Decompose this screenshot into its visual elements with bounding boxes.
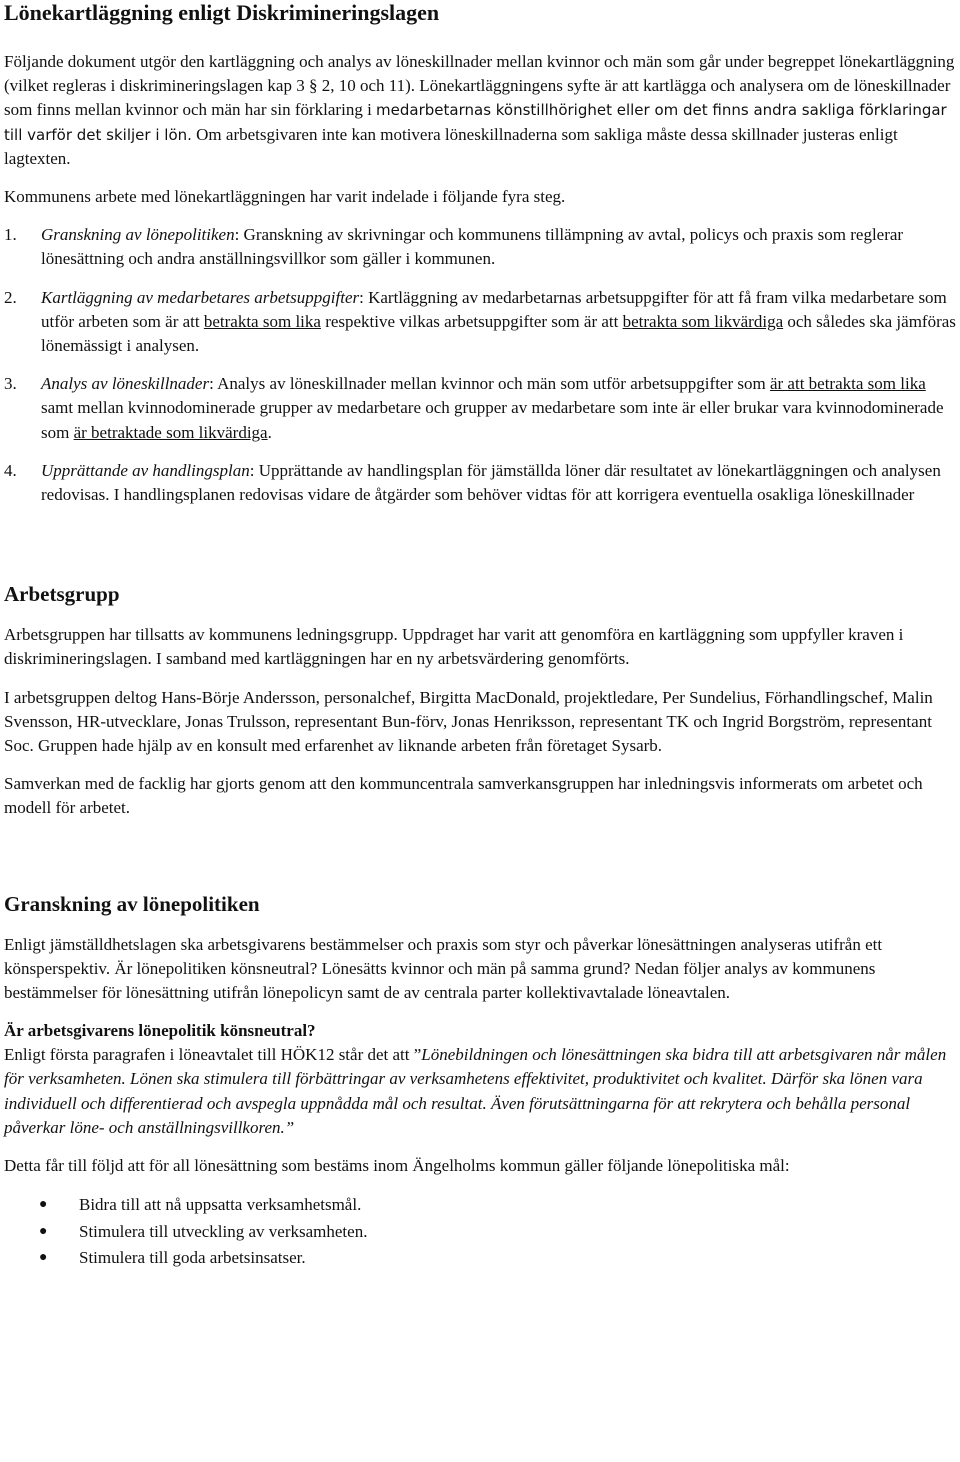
intro-text-a: Följande dokument utgör den kartläggning och analys av löneskillnader mellan kvinnor och män som går under begreppet lönekartläggning (vilket regleras i diskrimineringslagen kap 3 bbox=[4, 52, 955, 96]
intro-text-d: Om arbetsgivaren inte kan motivera löneskillnaderna som sakliga måste dessa skillnader justeras enligt lagtexten. bbox=[4, 124, 898, 168]
granskning-paragraph-2 bbox=[4, 1043, 956, 1140]
list-item-text: Stimulera till goda arbetsinsatser. bbox=[79, 1248, 306, 1268]
list-item-text: Bidra till att nå uppsatta verksamhetsmål. bbox=[79, 1195, 362, 1215]
step-text-a: : Upprättande av handlingsplan för jämställda löner där resultatet av lönekartläggningen och analysen redovisas. I handlingsplanen redovisas vidare de åtgärder som behöver vidtas för att korrigera eventuella osakliga löneskillnader bbox=[41, 460, 941, 505]
step-term: Kartläggning av medarbetares arbetsuppgifter bbox=[41, 287, 360, 307]
list-item bbox=[4, 1192, 956, 1219]
step-text-a: : Kartläggning av medarbetarnas arbetsuppgifter för att få fram vilka medarbetare som utför arbeten som är att bbox=[41, 287, 947, 331]
granskning-paragraph-1: Enligt jämställdhetslagen ska arbetsgivarens bestämmelser och praxis som styr och påverkar lönesättningen analyseras utifrån ett könsperspektiv. Är lönepolitiken könsneutral? Lönesätts kvinnor och män på samma grund? Nedan följer analys av kommunens bestämmelser för lönesättning utifrån lönepolicyn samt de av centrala parter kollektivavtalade löneavtalen. bbox=[4, 934, 883, 1003]
bullet-icon: ● bbox=[39, 1250, 48, 1266]
underlined-term: är betraktade som likvärdiga bbox=[73, 422, 268, 442]
document-title: Lönekartläggning enligt Diskrimineringslagen bbox=[4, 0, 440, 25]
step-number: 1. bbox=[4, 225, 17, 245]
list-item-text: Stimulera till utveckling av verksamheten. bbox=[79, 1221, 368, 1241]
step-text-a: : Analys av löneskillnader mellan kvinnor och män som utför arbetsuppgifter som bbox=[209, 374, 770, 394]
bullet-icon: ● bbox=[39, 1223, 48, 1239]
step-text-b: samt mellan kvinnodominerade grupper av medarbetare och grupper av medarbetare som inte är eller brukar vara kvinnodominerade som bbox=[41, 398, 944, 442]
quote-intro: Enligt första paragrafen i löneavtalet till HÖK12 står det att ” bbox=[4, 1045, 422, 1065]
step-text bbox=[41, 223, 956, 271]
granskning-paragraph-3: Detta får till följd att för all lönesättning som bestäms inom Ängelholms kommun gäller följande lönepolitiska mål: bbox=[4, 1156, 790, 1176]
intro-paragraph-1 bbox=[4, 50, 956, 171]
section-heading-arbetsgrupp: Arbetsgrupp bbox=[4, 582, 120, 607]
step-text-a: : Granskning av skrivningar och kommunens tillämpning av avtal, policys och praxis som reglerar lönesättning och andra anställningsvillkor som gäller i kommunen. bbox=[41, 225, 904, 269]
step-text-c: och således ska jämföras lönemässigt i analysen. bbox=[41, 311, 956, 356]
underlined-term: betrakta som likvärdiga bbox=[622, 311, 784, 331]
step-3 bbox=[4, 372, 956, 445]
step-number: 4. bbox=[4, 460, 17, 480]
quoted-text: Lönebildningen och lönesättningen ska bidra till att arbetsgivaren når målen för verksamheten. Lönen ska stimulera till förbättringar av verksamhetens effektivitet, produktivitet och kvalitet. Därför ska lönen vara individuell och differentierad och avspegla uppnådda mål och resultat. Även förutsättningarna för att rekrytera och behålla personal påverkar löne- och anställningsvillkoren.” bbox=[4, 1045, 947, 1137]
subheading-konsneutral: Är arbetsgivarens lönepolitik könsneutral? bbox=[4, 1021, 316, 1041]
section-heading-granskning: Granskning av lönepolitiken bbox=[4, 891, 260, 916]
arbetsgrupp-paragraph-2: I arbetsgruppen deltog Hans-Börje Andersson, personalchef, Birgitta MacDonald, projektledare, Per Sundelius, Förhandlingschef, Malin Svensson, HR-utvecklare, Jonas Trulsson, representant Bun-förv, Jonas Henriksson, representant TK och Ingrid Borgström, representant Soc. Gruppen hade hjälp av en konsult med erfarenhet av liknande arbeten från företaget Sysarb. bbox=[4, 687, 933, 756]
step-text bbox=[41, 372, 956, 445]
arbetsgrupp-paragraph-1: Arbetsgruppen har tillsatts av kommunens ledningsgrupp. Uppdraget har varit att genomföra en kartläggning som uppfyller kraven i diskrimineringslagen. I samband med kartläggningen har en ny arbetsvärdering genomförts. bbox=[4, 625, 904, 669]
step-text-b: respektive vilkas arbetsuppgifter som är att bbox=[320, 311, 623, 331]
step-1 bbox=[4, 223, 956, 271]
step-term: Analys av löneskillnader bbox=[41, 374, 210, 394]
list-item bbox=[4, 1219, 956, 1246]
arbetsgrupp-paragraph-3: Samverkan med de facklig har gjorts genom att den kommuncentrala samverkansgruppen har inledningsvis informerats om arbetet och modell för arbetet. bbox=[4, 774, 923, 818]
step-2 bbox=[4, 286, 956, 359]
step-4 bbox=[4, 459, 956, 507]
bullet-icon: ● bbox=[39, 1197, 48, 1213]
step-term: Upprättande av handlingsplan bbox=[41, 460, 250, 480]
intro-text-b: 2, 10 och 11). Lönekartläggningens syfte är att kartlägga och analysera om de löneskillnader som finns mellan kvinnor och män har sin förklaring i bbox=[4, 76, 951, 120]
goal-list bbox=[4, 1192, 956, 1272]
section-symbol: § bbox=[308, 76, 318, 96]
step-text-c: . bbox=[267, 422, 272, 442]
intro-text-c: medarbetarnas könstillhörighet eller om det finns andra sakliga förklaringar till varför det skiljer i lön. bbox=[4, 101, 947, 144]
step-number: 3. bbox=[4, 374, 17, 394]
list-item bbox=[4, 1245, 956, 1272]
underlined-term: betrakta som lika bbox=[203, 311, 321, 331]
step-term: Granskning av lönepolitiken bbox=[41, 225, 235, 245]
intro-paragraph-2: Kommunens arbete med lönekartläggningen har varit indelade i följande fyra steg. bbox=[4, 187, 566, 207]
step-number: 2. bbox=[4, 287, 17, 307]
step-text bbox=[41, 459, 956, 507]
step-text bbox=[41, 286, 956, 359]
underlined-term: är att betrakta som lika bbox=[769, 374, 926, 394]
